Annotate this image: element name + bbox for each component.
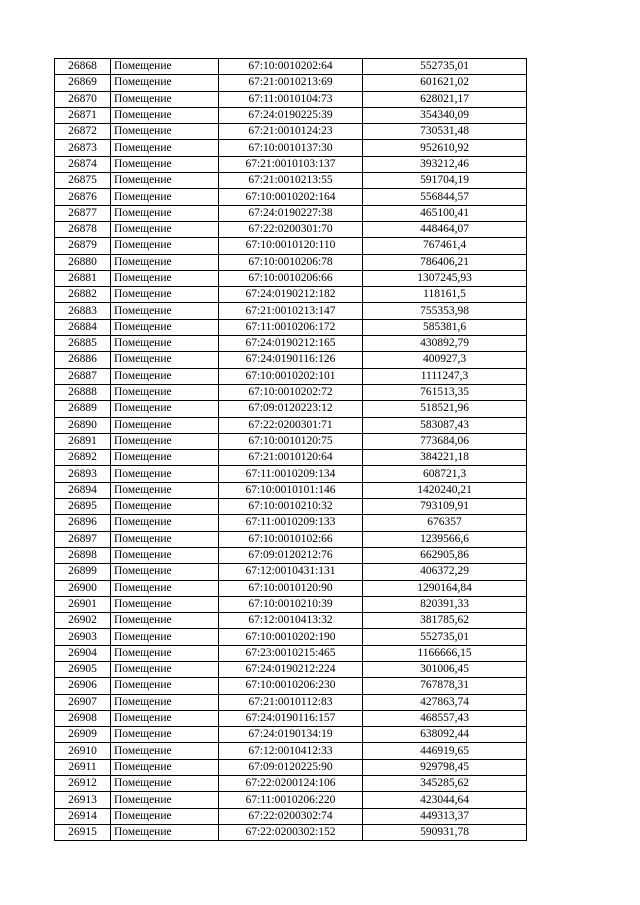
cadastral-number-cell: 67:24:0190212:182 bbox=[219, 287, 363, 303]
object-type-cell: Помещение bbox=[111, 580, 219, 596]
cadastral-number-cell: 67:24:0190212:224 bbox=[219, 661, 363, 677]
cadastral-number-cell: 67:24:0190227:38 bbox=[219, 205, 363, 221]
cadastral-value-cell: 354340,09 bbox=[363, 107, 527, 123]
cadastral-value-cell: 465100,41 bbox=[363, 205, 527, 221]
row-number-cell: 26893 bbox=[55, 466, 111, 482]
object-type-cell: Помещение bbox=[111, 547, 219, 563]
object-type-cell: Помещение bbox=[111, 189, 219, 205]
object-type-cell: Помещение bbox=[111, 613, 219, 629]
cadastral-value-cell: 608721,3 bbox=[363, 466, 527, 482]
row-number-cell: 26885 bbox=[55, 336, 111, 352]
object-type-cell: Помещение bbox=[111, 352, 219, 368]
cadastral-number-cell: 67:10:0010206:230 bbox=[219, 678, 363, 694]
object-type-cell: Помещение bbox=[111, 384, 219, 400]
cadastral-number-cell: 67:10:0010206:78 bbox=[219, 254, 363, 270]
cadastral-number-cell: 67:10:0010137:30 bbox=[219, 140, 363, 156]
table-row bbox=[55, 450, 527, 466]
object-type-cell: Помещение bbox=[111, 287, 219, 303]
object-type-cell: Помещение bbox=[111, 564, 219, 580]
row-number-cell: 26907 bbox=[55, 694, 111, 710]
cadastral-number-cell: 67:09:0120223:12 bbox=[219, 401, 363, 417]
table-row bbox=[55, 173, 527, 189]
object-type-cell: Помещение bbox=[111, 645, 219, 661]
row-number-cell: 26871 bbox=[55, 107, 111, 123]
row-number-cell: 26895 bbox=[55, 499, 111, 515]
cadastral-value-table bbox=[54, 58, 527, 841]
row-number-cell: 26900 bbox=[55, 580, 111, 596]
cadastral-value-cell: 381785,62 bbox=[363, 613, 527, 629]
table-row bbox=[55, 287, 527, 303]
object-type-cell: Помещение bbox=[111, 221, 219, 237]
row-number-cell: 26915 bbox=[55, 824, 111, 840]
table-row bbox=[55, 384, 527, 400]
table-row bbox=[55, 645, 527, 661]
cadastral-number-cell: 67:21:0010103:137 bbox=[219, 156, 363, 172]
table-row bbox=[55, 59, 527, 75]
cadastral-value-cell: 628021,17 bbox=[363, 91, 527, 107]
object-type-cell: Помещение bbox=[111, 661, 219, 677]
object-type-cell: Помещение bbox=[111, 140, 219, 156]
table-body bbox=[55, 59, 527, 841]
cadastral-value-cell: 773684,06 bbox=[363, 433, 527, 449]
table-row bbox=[55, 205, 527, 221]
cadastral-number-cell: 67:09:0120212:76 bbox=[219, 547, 363, 563]
object-type-cell: Помещение bbox=[111, 515, 219, 531]
table-row bbox=[55, 238, 527, 254]
row-number-cell: 26910 bbox=[55, 743, 111, 759]
object-type-cell: Помещение bbox=[111, 124, 219, 140]
cadastral-value-cell: 430892,79 bbox=[363, 336, 527, 352]
cadastral-value-cell: 427863,74 bbox=[363, 694, 527, 710]
row-number-cell: 26913 bbox=[55, 792, 111, 808]
cadastral-value-cell: 448464,07 bbox=[363, 221, 527, 237]
row-number-cell: 26872 bbox=[55, 124, 111, 140]
cadastral-number-cell: 67:11:0010209:134 bbox=[219, 466, 363, 482]
cadastral-value-cell: 767878,31 bbox=[363, 678, 527, 694]
cadastral-number-cell: 67:24:0190134:19 bbox=[219, 727, 363, 743]
table-row bbox=[55, 776, 527, 792]
cadastral-value-cell: 301006,45 bbox=[363, 661, 527, 677]
row-number-cell: 26890 bbox=[55, 417, 111, 433]
object-type-cell: Помещение bbox=[111, 319, 219, 335]
row-number-cell: 26870 bbox=[55, 91, 111, 107]
table-row bbox=[55, 661, 527, 677]
cadastral-value-cell: 820391,33 bbox=[363, 596, 527, 612]
cadastral-number-cell: 67:21:0010213:55 bbox=[219, 173, 363, 189]
row-number-cell: 26904 bbox=[55, 645, 111, 661]
object-type-cell: Помещение bbox=[111, 808, 219, 824]
table-row bbox=[55, 124, 527, 140]
table-row bbox=[55, 303, 527, 319]
object-type-cell: Помещение bbox=[111, 59, 219, 75]
object-type-cell: Помещение bbox=[111, 482, 219, 498]
table-row bbox=[55, 613, 527, 629]
row-number-cell: 26903 bbox=[55, 629, 111, 645]
row-number-cell: 26869 bbox=[55, 75, 111, 91]
table-row bbox=[55, 336, 527, 352]
cadastral-number-cell: 67:21:0010120:64 bbox=[219, 450, 363, 466]
cadastral-number-cell: 67:24:0190116:126 bbox=[219, 352, 363, 368]
row-number-cell: 26879 bbox=[55, 238, 111, 254]
table-row bbox=[55, 596, 527, 612]
table-row bbox=[55, 824, 527, 840]
row-number-cell: 26884 bbox=[55, 319, 111, 335]
cadastral-number-cell: 67:10:0010206:66 bbox=[219, 270, 363, 286]
table-row bbox=[55, 466, 527, 482]
cadastral-number-cell: 67:24:0190225:39 bbox=[219, 107, 363, 123]
cadastral-value-cell: 393212,46 bbox=[363, 156, 527, 172]
table-row bbox=[55, 156, 527, 172]
row-number-cell: 26911 bbox=[55, 759, 111, 775]
table-row bbox=[55, 107, 527, 123]
cadastral-number-cell: 67:22:0200301:70 bbox=[219, 221, 363, 237]
cadastral-number-cell: 67:24:0190116:157 bbox=[219, 710, 363, 726]
object-type-cell: Помещение bbox=[111, 205, 219, 221]
object-type-cell: Помещение bbox=[111, 173, 219, 189]
row-number-cell: 26914 bbox=[55, 808, 111, 824]
object-type-cell: Помещение bbox=[111, 156, 219, 172]
cadastral-number-cell: 67:22:0200301:71 bbox=[219, 417, 363, 433]
object-type-cell: Помещение bbox=[111, 401, 219, 417]
row-number-cell: 26902 bbox=[55, 613, 111, 629]
row-number-cell: 26894 bbox=[55, 482, 111, 498]
object-type-cell: Помещение bbox=[111, 238, 219, 254]
table-row bbox=[55, 580, 527, 596]
row-number-cell: 26882 bbox=[55, 287, 111, 303]
object-type-cell: Помещение bbox=[111, 254, 219, 270]
cadastral-number-cell: 67:22:0200124:106 bbox=[219, 776, 363, 792]
table-row bbox=[55, 727, 527, 743]
cadastral-value-cell: 1239566,6 bbox=[363, 531, 527, 547]
cadastral-value-cell: 1307245,93 bbox=[363, 270, 527, 286]
cadastral-number-cell: 67:10:0010120:75 bbox=[219, 433, 363, 449]
cadastral-value-cell: 638092,44 bbox=[363, 727, 527, 743]
object-type-cell: Помещение bbox=[111, 499, 219, 515]
row-number-cell: 26880 bbox=[55, 254, 111, 270]
cadastral-number-cell: 67:10:0010202:64 bbox=[219, 59, 363, 75]
cadastral-value-cell: 1166666,15 bbox=[363, 645, 527, 661]
object-type-cell: Помещение bbox=[111, 531, 219, 547]
cadastral-value-cell: 1290164,84 bbox=[363, 580, 527, 596]
cadastral-value-cell: 446919,65 bbox=[363, 743, 527, 759]
cadastral-number-cell: 67:23:0010215:465 bbox=[219, 645, 363, 661]
cadastral-number-cell: 67:09:0120225:90 bbox=[219, 759, 363, 775]
cadastral-value-cell: 518521,96 bbox=[363, 401, 527, 417]
row-number-cell: 26901 bbox=[55, 596, 111, 612]
table-row bbox=[55, 678, 527, 694]
cadastral-value-cell: 449313,37 bbox=[363, 808, 527, 824]
table-row bbox=[55, 515, 527, 531]
cadastral-number-cell: 67:10:0010202:101 bbox=[219, 368, 363, 384]
object-type-cell: Помещение bbox=[111, 727, 219, 743]
cadastral-value-cell: 676357 bbox=[363, 515, 527, 531]
row-number-cell: 26909 bbox=[55, 727, 111, 743]
table-row bbox=[55, 531, 527, 547]
object-type-cell: Помещение bbox=[111, 91, 219, 107]
table-row bbox=[55, 189, 527, 205]
row-number-cell: 26905 bbox=[55, 661, 111, 677]
table-row bbox=[55, 499, 527, 515]
cadastral-number-cell: 67:10:0010210:32 bbox=[219, 499, 363, 515]
table-row bbox=[55, 91, 527, 107]
cadastral-value-cell: 929798,45 bbox=[363, 759, 527, 775]
cadastral-value-cell: 1420240,21 bbox=[363, 482, 527, 498]
cadastral-number-cell: 67:12:0010431:131 bbox=[219, 564, 363, 580]
row-number-cell: 26878 bbox=[55, 221, 111, 237]
object-type-cell: Помещение bbox=[111, 107, 219, 123]
row-number-cell: 26875 bbox=[55, 173, 111, 189]
cadastral-value-cell: 583087,43 bbox=[363, 417, 527, 433]
row-number-cell: 26889 bbox=[55, 401, 111, 417]
cadastral-value-cell: 761513,35 bbox=[363, 384, 527, 400]
table-row bbox=[55, 75, 527, 91]
row-number-cell: 26887 bbox=[55, 368, 111, 384]
table-row bbox=[55, 401, 527, 417]
table-row bbox=[55, 270, 527, 286]
cadastral-value-cell: 793109,91 bbox=[363, 499, 527, 515]
row-number-cell: 26898 bbox=[55, 547, 111, 563]
cadastral-value-cell: 601621,02 bbox=[363, 75, 527, 91]
object-type-cell: Помещение bbox=[111, 694, 219, 710]
row-number-cell: 26908 bbox=[55, 710, 111, 726]
table-row bbox=[55, 368, 527, 384]
cadastral-number-cell: 67:11:0010206:220 bbox=[219, 792, 363, 808]
cadastral-value-cell: 556844,57 bbox=[363, 189, 527, 205]
row-number-cell: 26886 bbox=[55, 352, 111, 368]
table-row bbox=[55, 564, 527, 580]
object-type-cell: Помещение bbox=[111, 433, 219, 449]
cadastral-number-cell: 67:10:0010202:164 bbox=[219, 189, 363, 205]
table-row bbox=[55, 710, 527, 726]
object-type-cell: Помещение bbox=[111, 303, 219, 319]
table-row bbox=[55, 417, 527, 433]
row-number-cell: 26881 bbox=[55, 270, 111, 286]
cadastral-value-cell: 662905,86 bbox=[363, 547, 527, 563]
row-number-cell: 26888 bbox=[55, 384, 111, 400]
cadastral-number-cell: 67:10:0010101:146 bbox=[219, 482, 363, 498]
object-type-cell: Помещение bbox=[111, 792, 219, 808]
cadastral-value-cell: 552735,01 bbox=[363, 629, 527, 645]
table-row bbox=[55, 319, 527, 335]
cadastral-value-cell: 468557,43 bbox=[363, 710, 527, 726]
cadastral-value-cell: 585381,6 bbox=[363, 319, 527, 335]
cadastral-number-cell: 67:21:0010124:23 bbox=[219, 124, 363, 140]
row-number-cell: 26906 bbox=[55, 678, 111, 694]
cadastral-number-cell: 67:22:0200302:74 bbox=[219, 808, 363, 824]
table-row bbox=[55, 792, 527, 808]
cadastral-value-cell: 591704,19 bbox=[363, 173, 527, 189]
cadastral-number-cell: 67:10:0010102:66 bbox=[219, 531, 363, 547]
cadastral-number-cell: 67:21:0010213:147 bbox=[219, 303, 363, 319]
cadastral-number-cell: 67:12:0010412:33 bbox=[219, 743, 363, 759]
row-number-cell: 26874 bbox=[55, 156, 111, 172]
table-row bbox=[55, 352, 527, 368]
cadastral-value-cell: 786406,21 bbox=[363, 254, 527, 270]
row-number-cell: 26876 bbox=[55, 189, 111, 205]
table-row bbox=[55, 629, 527, 645]
table-row bbox=[55, 140, 527, 156]
cadastral-value-cell: 400927,3 bbox=[363, 352, 527, 368]
cadastral-value-cell: 590931,78 bbox=[363, 824, 527, 840]
object-type-cell: Помещение bbox=[111, 466, 219, 482]
row-number-cell: 26883 bbox=[55, 303, 111, 319]
cadastral-value-cell: 552735,01 bbox=[363, 59, 527, 75]
object-type-cell: Помещение bbox=[111, 336, 219, 352]
table-row bbox=[55, 221, 527, 237]
cadastral-number-cell: 67:22:0200302:152 bbox=[219, 824, 363, 840]
cadastral-value-cell: 406372,29 bbox=[363, 564, 527, 580]
table-row bbox=[55, 694, 527, 710]
table-row bbox=[55, 547, 527, 563]
table-row bbox=[55, 759, 527, 775]
row-number-cell: 26897 bbox=[55, 531, 111, 547]
cadastral-number-cell: 67:11:0010104:73 bbox=[219, 91, 363, 107]
cadastral-number-cell: 67:10:0010202:72 bbox=[219, 384, 363, 400]
row-number-cell: 26912 bbox=[55, 776, 111, 792]
object-type-cell: Помещение bbox=[111, 824, 219, 840]
row-number-cell: 26899 bbox=[55, 564, 111, 580]
cadastral-number-cell: 67:10:0010120:90 bbox=[219, 580, 363, 596]
object-type-cell: Помещение bbox=[111, 368, 219, 384]
table-row bbox=[55, 743, 527, 759]
object-type-cell: Помещение bbox=[111, 678, 219, 694]
cadastral-value-cell: 1111247,3 bbox=[363, 368, 527, 384]
cadastral-number-cell: 67:24:0190212:165 bbox=[219, 336, 363, 352]
object-type-cell: Помещение bbox=[111, 710, 219, 726]
table-row bbox=[55, 808, 527, 824]
cadastral-number-cell: 67:21:0010112:83 bbox=[219, 694, 363, 710]
table-row bbox=[55, 433, 527, 449]
row-number-cell: 26868 bbox=[55, 59, 111, 75]
row-number-cell: 26891 bbox=[55, 433, 111, 449]
cadastral-value-cell: 755353,98 bbox=[363, 303, 527, 319]
cadastral-number-cell: 67:12:0010413:32 bbox=[219, 613, 363, 629]
object-type-cell: Помещение bbox=[111, 596, 219, 612]
cadastral-number-cell: 67:21:0010213:69 bbox=[219, 75, 363, 91]
table-row bbox=[55, 482, 527, 498]
object-type-cell: Помещение bbox=[111, 270, 219, 286]
object-type-cell: Помещение bbox=[111, 629, 219, 645]
cadastral-number-cell: 67:10:0010210:39 bbox=[219, 596, 363, 612]
cadastral-value-cell: 730531,48 bbox=[363, 124, 527, 140]
cadastral-value-cell: 423044,64 bbox=[363, 792, 527, 808]
cadastral-number-cell: 67:10:0010120:110 bbox=[219, 238, 363, 254]
object-type-cell: Помещение bbox=[111, 75, 219, 91]
object-type-cell: Помещение bbox=[111, 776, 219, 792]
row-number-cell: 26896 bbox=[55, 515, 111, 531]
cadastral-value-cell: 767461,4 bbox=[363, 238, 527, 254]
table-row bbox=[55, 254, 527, 270]
row-number-cell: 26892 bbox=[55, 450, 111, 466]
cadastral-number-cell: 67:11:0010209:133 bbox=[219, 515, 363, 531]
object-type-cell: Помещение bbox=[111, 743, 219, 759]
cadastral-value-cell: 384221,18 bbox=[363, 450, 527, 466]
row-number-cell: 26877 bbox=[55, 205, 111, 221]
object-type-cell: Помещение bbox=[111, 450, 219, 466]
row-number-cell: 26873 bbox=[55, 140, 111, 156]
object-type-cell: Помещение bbox=[111, 759, 219, 775]
cadastral-number-cell: 67:10:0010202:190 bbox=[219, 629, 363, 645]
cadastral-value-cell: 952610,92 bbox=[363, 140, 527, 156]
cadastral-value-cell: 118161,5 bbox=[363, 287, 527, 303]
object-type-cell: Помещение bbox=[111, 417, 219, 433]
cadastral-value-cell: 345285,62 bbox=[363, 776, 527, 792]
cadastral-number-cell: 67:11:0010206:172 bbox=[219, 319, 363, 335]
